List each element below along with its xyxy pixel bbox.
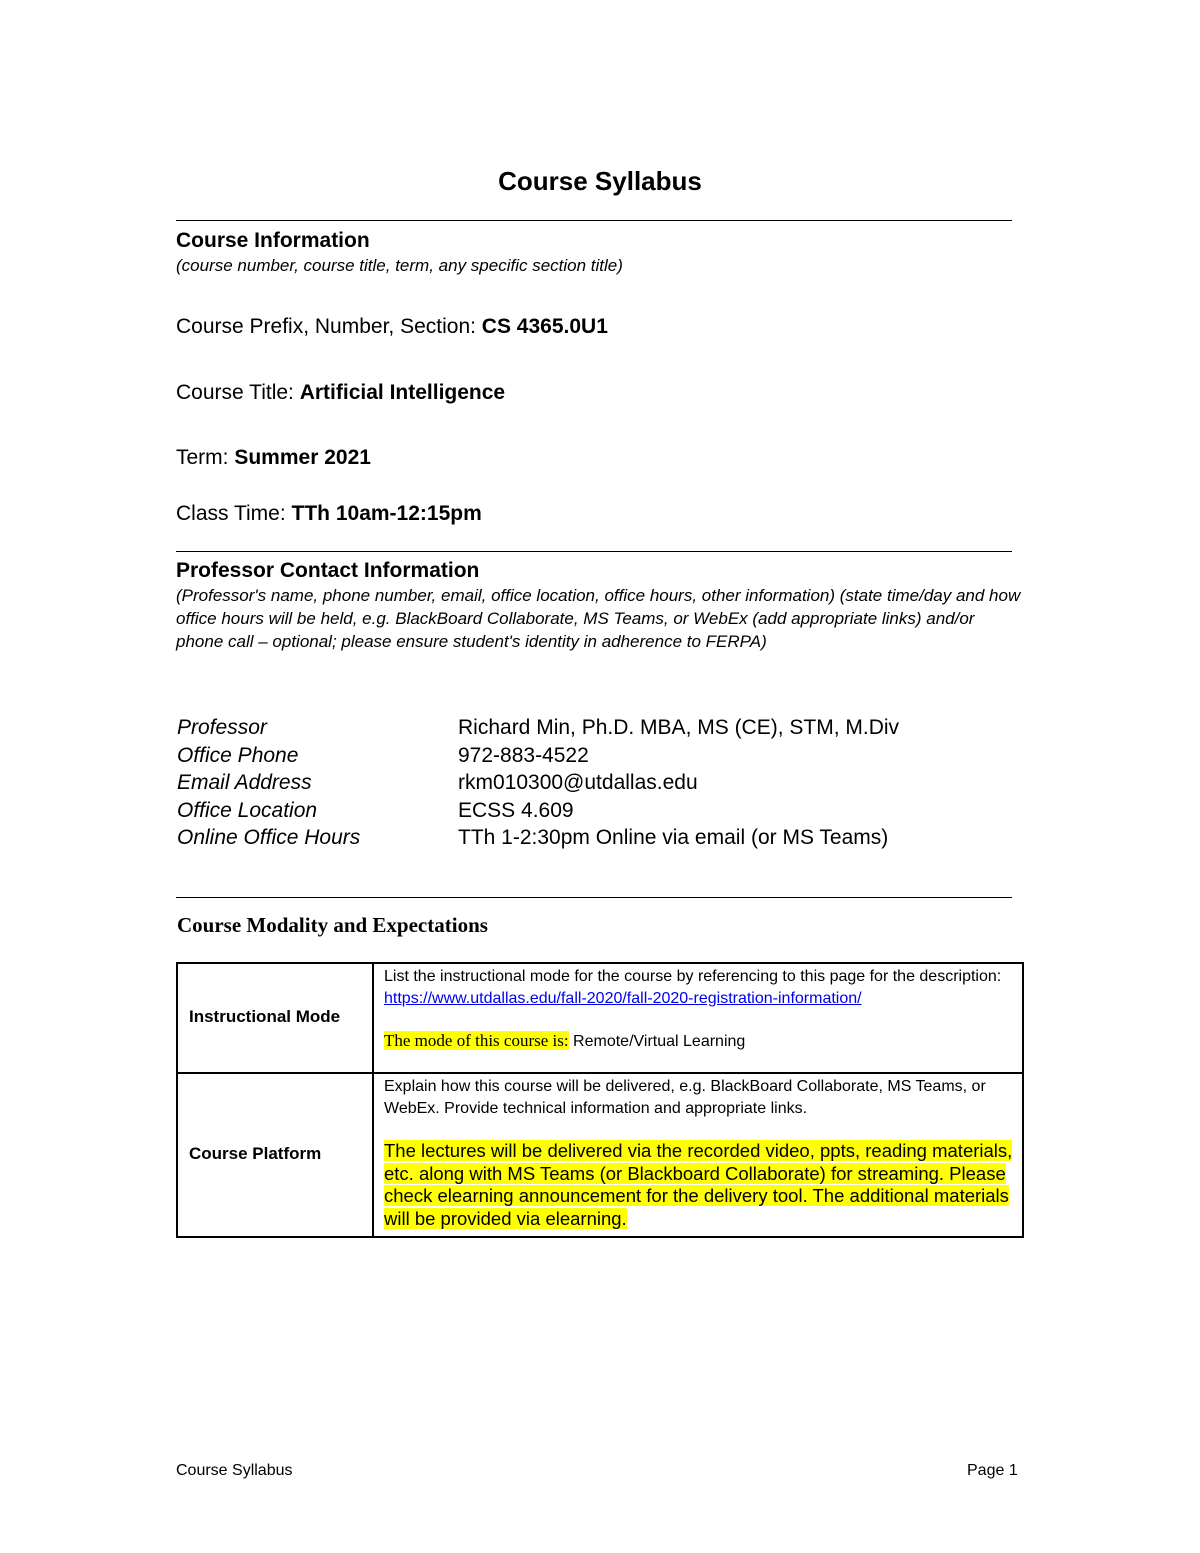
class-time-label: Class Time: <box>176 502 292 525</box>
spacer <box>384 1009 1014 1030</box>
modality-table <box>176 962 1024 1238</box>
contact-row <box>177 714 899 742</box>
contact-value: ECSS 4.609 <box>458 798 574 822</box>
contact-label: Office Location <box>177 798 318 822</box>
contact-value: Richard Min, Ph.D. MBA, MS (CE), STM, M.Div <box>458 716 900 739</box>
class-time-value: TTh 10am-12:15pm <box>291 502 482 525</box>
table-row <box>177 963 1023 1073</box>
contact-row <box>177 824 899 852</box>
contact-row <box>177 797 899 825</box>
class-time-field <box>176 502 482 526</box>
course-prefix-field <box>176 315 608 339</box>
contact-value: rkm010300@utdallas.edu <box>458 771 698 794</box>
course-platform-details: The lectures will be delivered via the recorded video, ppts, reading materials, etc. along with MS Teams (or Blackboard Collaborate) for streaming. Please check elearning announcement for the delivery tool. The additional materials will be provided via elearning. <box>384 1140 1013 1229</box>
course-prefix-value: CS 4365.0U1 <box>481 315 608 338</box>
divider <box>176 551 1012 552</box>
page-title: Course Syllabus <box>498 166 702 196</box>
contact-row <box>177 742 899 770</box>
mode-label: The mode of this course is: <box>384 1031 569 1050</box>
contact-label: Office Phone <box>177 743 299 767</box>
instructional-mode-cell <box>373 963 1023 1073</box>
course-prefix-label: Course Prefix, Number, Section: <box>176 315 482 338</box>
course-platform-desc: Explain how this course will be delivered, e.g. BlackBoard Collaborate, MS Teams, or WebEx. Provide technical information and appropriate links. <box>384 1078 986 1117</box>
table-row <box>177 1073 1023 1237</box>
contact-table <box>177 714 899 852</box>
contact-value: TTh 1-2:30pm Online via email (or MS Teams) <box>458 826 889 849</box>
instructional-mode-label: Instructional Mode <box>177 963 373 1073</box>
divider <box>176 220 1012 221</box>
instructional-mode-desc: List the instructional mode for the course by referencing to this page for the description: <box>384 968 1002 985</box>
term-field <box>176 446 371 470</box>
course-info-heading: Course Information <box>176 229 370 252</box>
course-title-label: Course Title: <box>176 381 300 404</box>
course-platform-label: Course Platform <box>177 1073 373 1237</box>
term-label: Term: <box>176 446 235 469</box>
modality-heading: Course Modality and Expectations <box>177 913 488 937</box>
professor-note: (Professor's name, phone number, email, office location, office hours, other information) (state time/day and how office hours will be held, e.g. BlackBoard Collaborate, MS Teams, or WebEx (add appropriate links) and/or phone call – optional; please ensure student's identity in adherence to FERPA) <box>176 586 1021 651</box>
course-platform-cell <box>373 1073 1023 1237</box>
contact-label: Professor <box>177 716 267 739</box>
contact-label: Online Office Hours <box>177 826 361 849</box>
footer-title: Course Syllabus <box>176 1462 293 1479</box>
contact-label: Email Address <box>177 771 312 794</box>
mode-value: Remote/Virtual Learning <box>568 1033 746 1050</box>
contact-value: 972-883-4522 <box>458 743 589 767</box>
course-title-value: Artificial Intelligence <box>299 381 506 404</box>
professor-heading: Professor Contact Information <box>176 559 480 582</box>
page-number: Page 1 <box>967 1462 1018 1479</box>
divider <box>176 897 1012 898</box>
term-value: Summer 2021 <box>234 446 371 469</box>
course-info-note: (course number, course title, term, any specific section title) <box>176 256 623 275</box>
spacer <box>384 1119 1014 1140</box>
contact-row <box>177 769 899 797</box>
course-title-field <box>176 381 505 405</box>
registration-info-link[interactable]: https://www.utdallas.edu/fall-2020/fall-2020-registration-information/ <box>384 989 862 1007</box>
